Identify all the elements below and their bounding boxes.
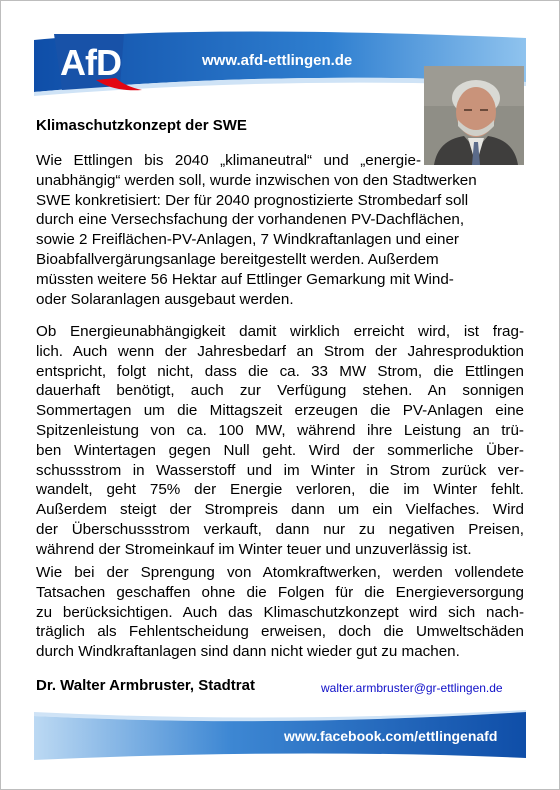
header-website-link[interactable]: www.afd-ettlingen.de [202,52,353,69]
article-paragraph-1 [36,151,477,309]
paragraph-line: durch eine Versechsfachung der vorhandenen PV-Dachflächen, [36,211,465,229]
portrait-photo [424,66,524,165]
paragraph-line: dauerhaft benötigt, auch zur Verfügung stehen. An sonnigen [36,382,524,400]
footer-banner [34,708,526,762]
paragraph-line: der Überschussstrom verkauft, dann nur zu negativen Preisen, [36,520,524,538]
footer-facebook-link[interactable]: www.facebook.com/ettlingenafd [284,728,498,744]
paragraph-line: SWE konkretisiert: Der für 2040 prognostizierte Strombedarf soll [36,191,469,209]
paragraph-line: müssten weitere 56 Hektar auf Ettlinger Gemarkung mit Wind- [36,270,454,288]
author-email-link[interactable]: walter.armbruster@gr-ettlingen.de [321,681,503,695]
paragraph-line: wandelt, geht 75% der Energie verloren, die im Winter fehlt. [36,481,524,499]
paragraph-line: Wie bei der Sprengung von Atomkraftwerken, werden vollendete [36,564,524,581]
paragraph-line: lich. Auch wenn der Jahresbedarf an Strom der Jahresproduktion [36,342,524,360]
paragraph-line: Tatsachen geschaffen ohne die Folgen für die Energieversorgung [36,583,524,601]
paragraph-line: Außerdem steigt der Strompreis dann um ein Vielfaches. Wird [36,501,524,519]
paragraph-line: durch Windkraftanlagen sind dann nicht wieder gut zu machen. [36,643,460,661]
afd-logo: AfD [60,42,121,83]
paragraph-line: unabhängig“ werden soll, wurde inzwischen von den Stadtwerken [36,171,477,189]
paragraph-line: Bioabfallvergärungsanlage bereitgestellt werden. Außerdem [36,250,439,268]
paragraph-line: Ob Energieunabhängigkeit damit wirklich erreicht wird, ist frag- [36,323,524,340]
paragraph-line: während der Stromeinkauf im Winter teuer und unzuverlässig ist. [36,540,472,558]
paragraph-line: oder Solaranlagen ausgebaut werden. [36,290,294,308]
paragraph-line: entspricht, folgt nicht, dass die ca. 33 MW Strom, die Ettlingen [36,362,524,380]
paragraph-line: träglich als Fehlentscheidung erweisen, doch die Umweltschäden [36,623,524,641]
paragraph-line: sowie 2 Freiflächen-PV-Anlagen, 7 Windkraftanlagen und einer [36,231,459,249]
paragraph-line: Sommertagen um die Mittagszeit erzeugen die PV-Anlagen eine [36,402,524,420]
article-paragraph-2 [36,322,524,560]
paragraph-line: ben Wintertagen gegen Null geht. Wird der sommerliche Über- [36,441,524,459]
paragraph-line: schussstrom in Wasserstoff und im Winter in Strom zurück ver- [36,461,524,479]
paragraph-line: zu berücksichtigen. Auch das Klimaschutzkonzept wird sich nach- [36,603,524,621]
paragraph-line: Wie Ettlingen bis 2040 „klimaneutral“ und „energie- [36,152,421,169]
article-paragraph-3 [36,563,524,662]
article-title: Klimaschutzkonzept der SWE [36,117,247,134]
author-signature: Dr. Walter Armbruster, Stadtrat [36,677,255,694]
portrait-illustration [424,66,524,165]
paragraph-line: Spitzenleistung von ca. 100 MW, während ihre Leistung an trü- [36,421,524,439]
